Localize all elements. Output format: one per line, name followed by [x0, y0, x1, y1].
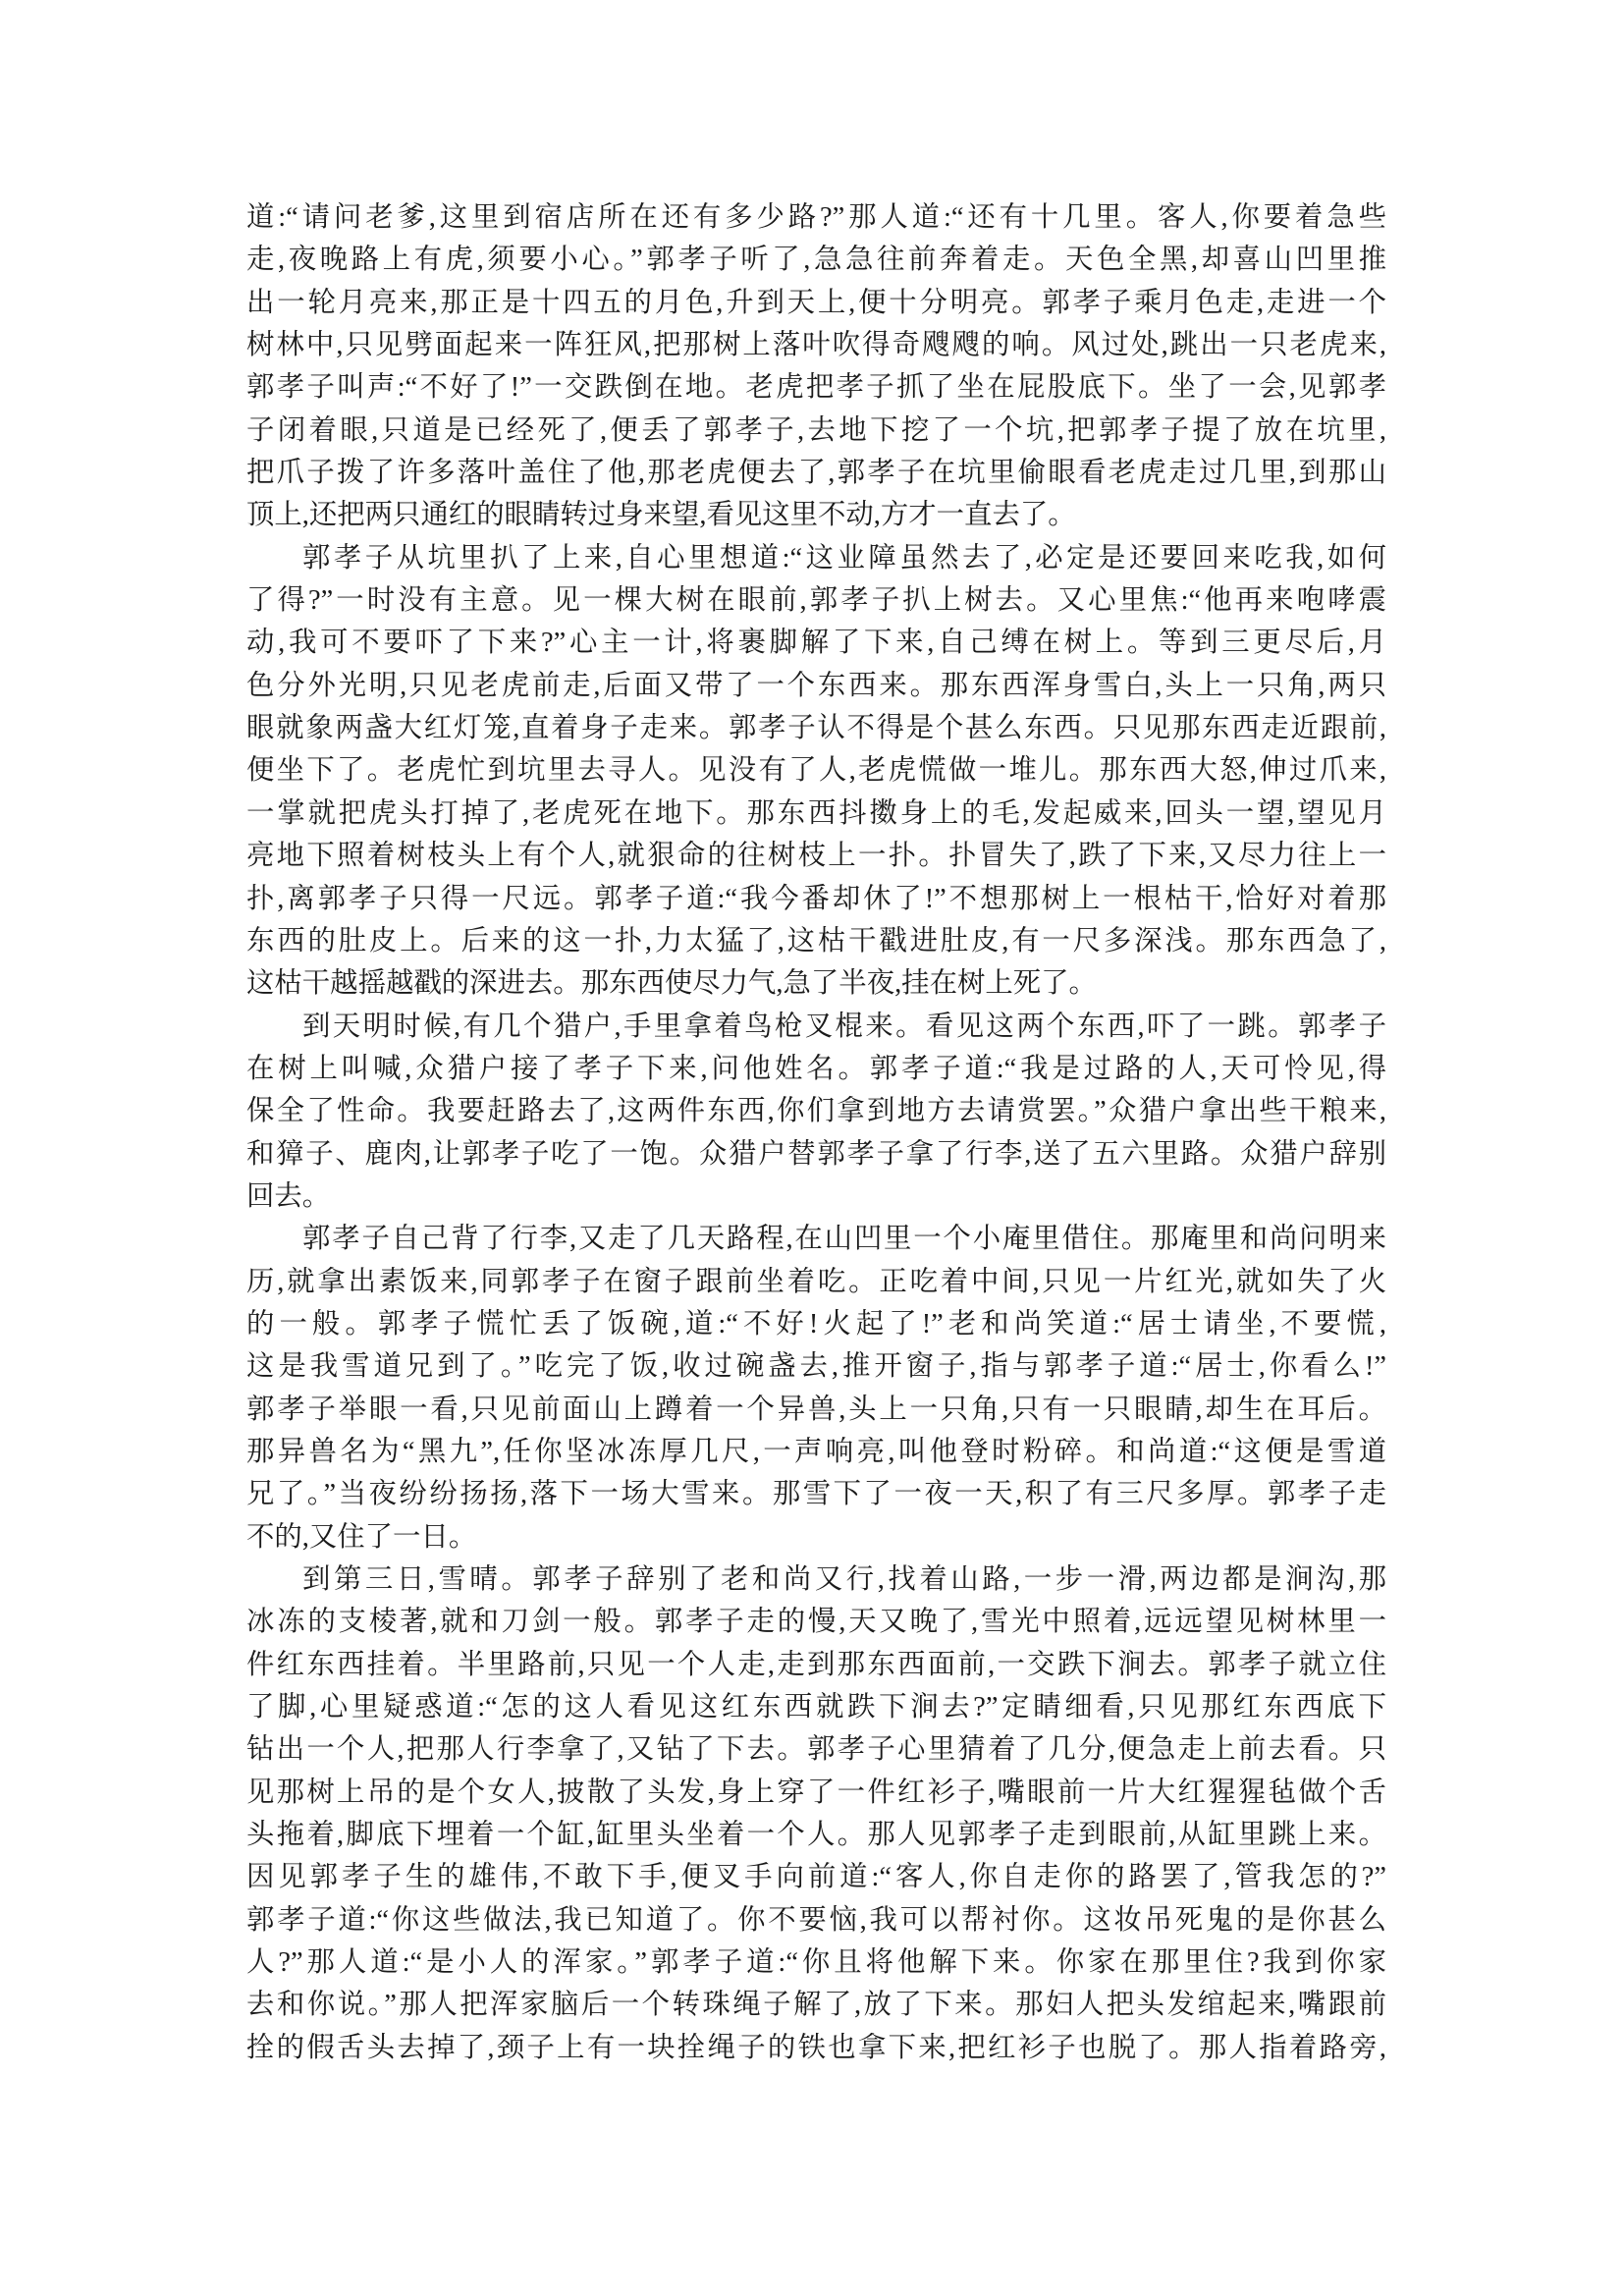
text-line: 出一轮月亮来,那正是十四五的月色,升到天上,便十分明亮。郭孝子乘月色走,走进一个	[246, 287, 1386, 318]
text-line: 保全了性命。我要赶路去了,这两件东西,你们拿到地方去请赏罢。”众猎户拿出些干粮来,	[246, 1096, 1386, 1127]
text-line: 头拖着,脚底下埋着一个缸,缸里头坐着一个人。那人见郭孝子走到眼前,从缸里跳上来。	[246, 1820, 1386, 1851]
text-line: 把爪子拨了许多落叶盖住了他,那老虎便去了,郭孝子在坑里偷眼看老虎走过几里,到那山	[246, 458, 1386, 489]
text-line: 在树上叫喊,众猎户接了孝子下来,问他姓名。郭孝子道:“我是过路的人,天可怜见,得	[246, 1053, 1386, 1084]
text-line: 因见郭孝子生的雄伟,不敢下手,便叉手向前道:“客人,你自走你的路罢了,管我怎的?”	[246, 1862, 1386, 1893]
text-line: 动,我可不要吓了下来?”心主一计,将裹脚解了下来,自己缚在树上。等到三更尽后,月	[246, 628, 1386, 659]
text-line: 兄了。”当夜纷纷扬扬,落下一场大雪来。那雪下了一夜一天,积了有三尺多厚。郭孝子走	[246, 1479, 1386, 1510]
text-line: 钻出一个人,把那人行李拿了,又钻了下去。郭孝子心里猜着了几分,便急走上前去看。只	[246, 1734, 1386, 1766]
text-line: 郭孝子叫声:“不好了!”一交跌倒在地。老虎把孝子抓了坐在屁股底下。坐了一会,见郭孝	[246, 372, 1386, 404]
text-line: 色分外光明,只见老虎前走,后面又带了一个东西来。那东西浑身雪白,头上一只角,两只	[246, 670, 1386, 701]
text-line: 眼就象两盏大红灯笼,直着身子走来。郭孝子认不得是个甚么东西。只见那东西走近跟前,	[246, 713, 1386, 744]
text-line: 树林中,只见劈面起来一阵狂风,把那树上落叶吹得奇飕飕的响。风过处,跳出一只老虎来,	[246, 330, 1386, 361]
text-line: 回去。	[246, 1180, 331, 1212]
text-line: 人?”那人道:“是小人的浑家。”郭孝子道:“你且将他解下来。你家在那里住?我到你家	[246, 1947, 1386, 1979]
text-line: 顶上,还把两只通红的眼睛转过身来望,看见这里不动,方才一直去了。	[246, 500, 1076, 531]
text-line: 这枯干越摇越戳的深进去。那东西使尽力气,急了半夜,挂在树上死了。	[246, 968, 1097, 1000]
text-block	[246, 196, 1386, 2069]
text-line: 见那树上吊的是个女人,披散了头发,身上穿了一件红衫子,嘴眼前一片大红猩猩毡做个舌	[246, 1777, 1386, 1808]
text-line: 了得?”一时没有主意。见一棵大树在眼前,郭孝子扒上树去。又心里焦:“他再来咆哮震	[246, 585, 1386, 617]
text-line: 子闭着眼,只道是已经死了,便丢了郭孝子,去地下挖了一个坑,把郭孝子提了放在坑里,	[246, 414, 1386, 446]
text-line: 那异兽名为“黑九”,任你坚冰冻厚几尺,一声响亮,叫他登时粉碎。和尚道:“这便是雪道	[246, 1436, 1386, 1467]
text-line: 东西的肚皮上。后来的这一扑,力太猛了,这枯干戳进肚皮,有一尺多深浅。那东西急了,	[246, 925, 1386, 957]
text-line: 走,夜晚路上有虎,须要小心。”郭孝子听了,急急往前奔着走。天色全黑,却喜山凹里推	[246, 245, 1386, 276]
text-line: 件红东西挂着。半里路前,只见一个人走,走到那东西面前,一交跌下涧去。郭孝子就立住	[246, 1649, 1386, 1680]
text-line: 到第三日,雪晴。郭孝子辞别了老和尚又行,找着山路,一步一滑,两边都是涧沟,那	[302, 1564, 1386, 1595]
text-line: 的一般。郭孝子慌忙丢了饭碗,道:“不好!火起了!”老和尚笑道:“居士请坐,不要慌,	[246, 1308, 1386, 1339]
text-line: 到天明时候,有几个猎户,手里拿着鸟枪叉棍来。看见这两个东西,吓了一跳。郭孝子	[302, 1011, 1386, 1042]
text-line: 郭孝子道:“你这些做法,我已知道了。你不要恼,我可以帮衬你。这妆吊死鬼的是你甚么	[246, 1904, 1386, 1936]
text-line: 郭孝子自己背了行李,又走了几天路程,在山凹里一个小庵里借住。那庵里和尚问明来	[302, 1224, 1386, 1255]
text-line: 郭孝子从坑里扒了上来,自心里想道:“这业障虽然去了,必定是还要回来吃我,如何	[302, 542, 1386, 574]
text-line: 亮地下照着树枝头上有个人,就狠命的往树枝上一扑。扑冒失了,跌了下来,又尽力往上一	[246, 841, 1386, 872]
text-line: 一掌就把虎头打掉了,老虎死在地下。那东西抖擞身上的毛,发起威来,回头一望,望见月	[246, 797, 1386, 829]
text-line: 扑,离郭孝子只得一尺远。郭孝子道:“我今番却休了!”不想那树上一根枯干,恰好对着那	[246, 883, 1386, 914]
text-line: 道:“请问老爹,这里到宿店所在还有多少路?”那人道:“还有十几里。客人,你要着急些	[246, 202, 1386, 233]
text-line: 去和你说。”那人把浑家脑后一个转珠绳子解了,放了下来。那妇人把头发绾起来,嘴跟前	[246, 1990, 1386, 2021]
text-line: 冰冻的支棱著,就和刀剑一般。郭孝子走的慢,天又晚了,雪光中照着,远远望见树林里一	[246, 1607, 1386, 1638]
text-line: 历,就拿出素饭来,同郭孝子在窗子跟前坐着吃。正吃着中间,只见一片红光,就如失了火	[246, 1266, 1386, 1297]
text-line: 和獐子、鹿肉,让郭孝子吃了一饱。众猎户替郭孝子拿了行李,送了五六里路。众猎户辞别	[246, 1138, 1386, 1170]
text-line: 不的,又住了一日。	[246, 1521, 477, 1553]
text-line: 拴的假舌头去掉了,颈子上有一块拴绳子的铁也拿下来,把红衫子也脱了。那人指着路旁,	[246, 2032, 1386, 2063]
text-line: 了脚,心里疑惑道:“怎的这人看见这红东西就跌下涧去?”定睛细看,只见那红东西底下	[246, 1692, 1386, 1723]
text-line: 便坐下了。老虎忙到坑里去寻人。见没有了人,老虎慌做一堆儿。那东西大怒,伸过爪来,	[246, 755, 1386, 787]
text-line: 这是我雪道兄到了。”吃完了饭,收过碗盏去,推开窗子,指与郭孝子道:“居士,你看么!”	[246, 1351, 1386, 1383]
text-line: 郭孝子举眼一看,只见前面山上蹲着一个异兽,头上一只角,只有一只眼睛,却生在耳后。	[246, 1394, 1386, 1425]
